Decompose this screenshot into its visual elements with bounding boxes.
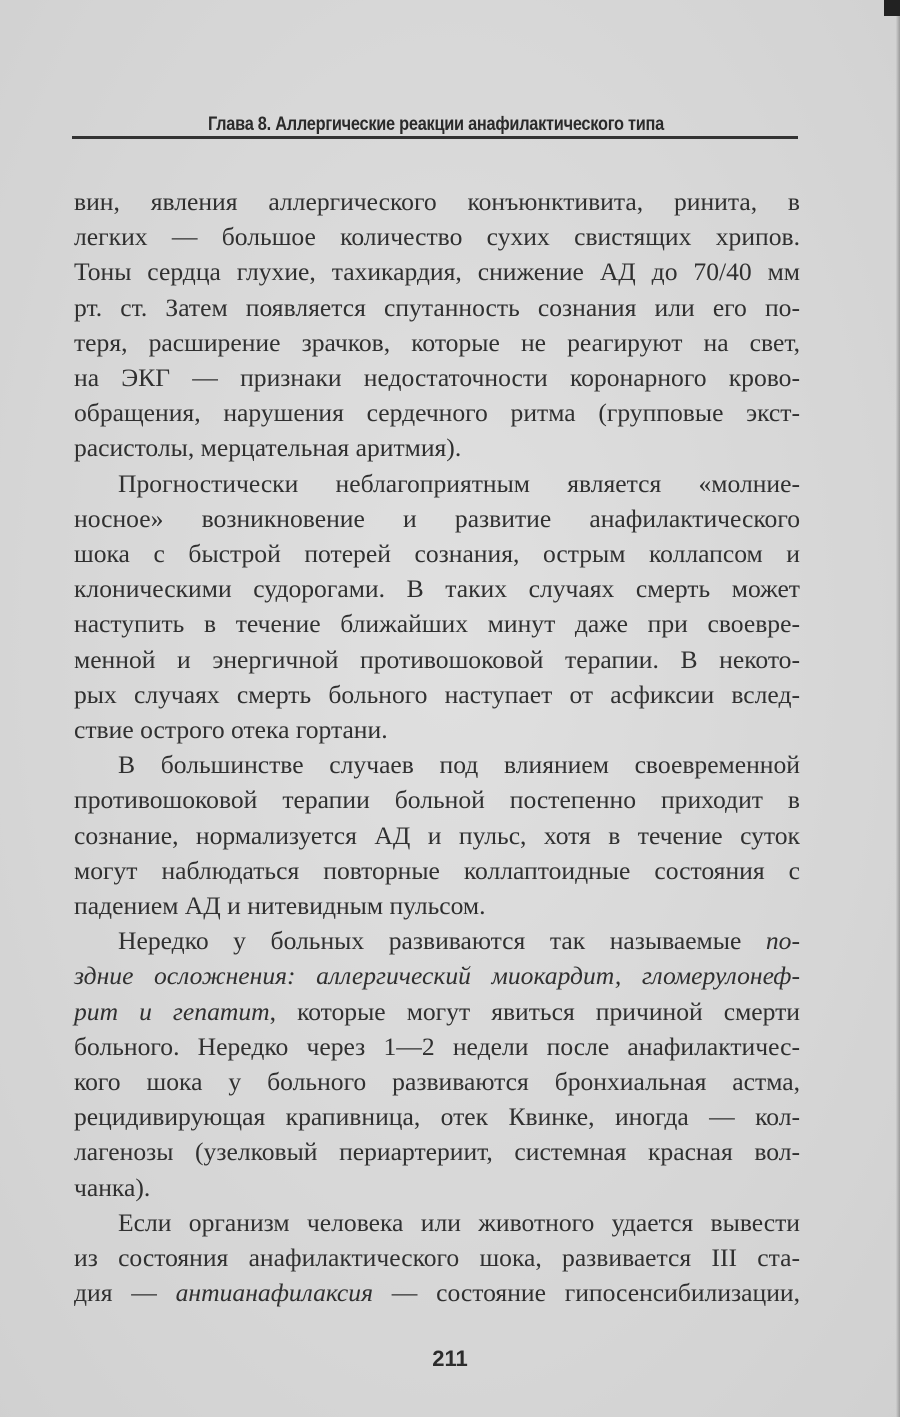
- page-edge-shadow: [896, 16, 900, 1417]
- text-line: [74, 994, 800, 1029]
- paragraph-2: [74, 466, 800, 748]
- text-run: , которые могут явиться причиной смерти: [269, 996, 800, 1026]
- text-line: шока с быстрой потерей сознания, острым коллапсом и: [74, 539, 800, 569]
- text-run: Нередко у больных развиваются так называемые: [118, 926, 766, 956]
- text-line: носное» возникновение и развитие анафилактического: [74, 503, 800, 533]
- paragraph-5: [74, 1205, 800, 1311]
- text-line: Тоны сердца глухие, тахикардия, снижение АД до 70/40 мм: [74, 257, 800, 287]
- italic-term: антианафилаксия: [175, 1278, 373, 1308]
- text-line: Если организм человека или животного удается вывести: [118, 1207, 800, 1237]
- text-line: клоническими судорогами. В таких случаях смерть может: [74, 574, 800, 604]
- body-text: [74, 184, 800, 1311]
- running-head: Глава 8. Аллергические реакции анафилактического типа: [207, 114, 665, 135]
- text-line: В большинстве случаев под влиянием своевременной: [118, 750, 800, 780]
- text-line: расистолы, мерцательная аритмия).: [74, 433, 462, 463]
- paragraph-4: [74, 923, 800, 1205]
- text-line: [74, 958, 800, 993]
- text-run: дия —: [74, 1278, 176, 1308]
- text-line: [74, 923, 800, 958]
- text-line: Прогностически неблагоприятным является «молние-: [118, 468, 800, 498]
- paragraph-1: [74, 184, 800, 466]
- header-rule: [72, 136, 798, 139]
- text-line: ствие острого отека гортани.: [74, 715, 388, 745]
- text-line: больного. Нередко через 1—2 недели после анафилактичес-: [74, 1031, 800, 1061]
- text-line: наступить в течение ближайших минут даже при своевре-: [74, 609, 800, 639]
- text-line: рт. ст. Затем появляется спутанность сознания или его по-: [74, 292, 800, 322]
- text-line: лагенозы (узелковый периартериит, системная красная вол-: [74, 1137, 800, 1167]
- text-line: из состояния анафилактического шока, развивается III ста-: [74, 1243, 800, 1273]
- text-line: обращения, нарушения сердечного ритма (групповые экст-: [74, 398, 800, 428]
- text-line: вин, явления аллергического конъюнктивита, ринита, в: [74, 187, 800, 216]
- italic-term: по-: [765, 926, 800, 956]
- text-line: менной и энергичной противошоковой терапии. В некото-: [74, 644, 800, 674]
- paragraph-3: [74, 747, 800, 923]
- text-line: противошоковой терапии больной постепенно приходит в: [74, 785, 800, 815]
- text-line: кого шока у больного развиваются бронхиальная астма,: [74, 1067, 800, 1097]
- scan-corner-mark: [884, 0, 900, 16]
- text-line: легких — большое количество сухих свистящих хрипов.: [74, 222, 800, 252]
- text-line: могут наблюдаться повторные коллаптоидные состояния с: [74, 855, 800, 885]
- text-line: рецидивирующая крапивница, отек Квинке, иногда — кол-: [74, 1102, 800, 1132]
- page-number: 211: [432, 1346, 468, 1371]
- text-line: сознание, нормализуется АД и пульс, хотя в течение суток: [74, 820, 800, 850]
- text-line: рых случаях смерть больного наступает от асфиксии вслед-: [74, 679, 800, 709]
- italic-term: рит и гепатит: [74, 996, 270, 1026]
- text-run: — состояние гипосенсибилизации,: [372, 1278, 800, 1308]
- text-line: на ЭКГ — признаки недостаточности коронарного крово-: [74, 363, 800, 393]
- text-line: падением АД и нитевидным пульсом.: [74, 891, 486, 921]
- text-line: теря, расширение зрачков, которые не реагируют на свет,: [74, 327, 800, 357]
- italic-term: здние осложнения: аллергический миокардит, гломерулонеф-: [74, 961, 800, 991]
- text-line: чанка).: [74, 1172, 151, 1202]
- text-line: [74, 1275, 800, 1310]
